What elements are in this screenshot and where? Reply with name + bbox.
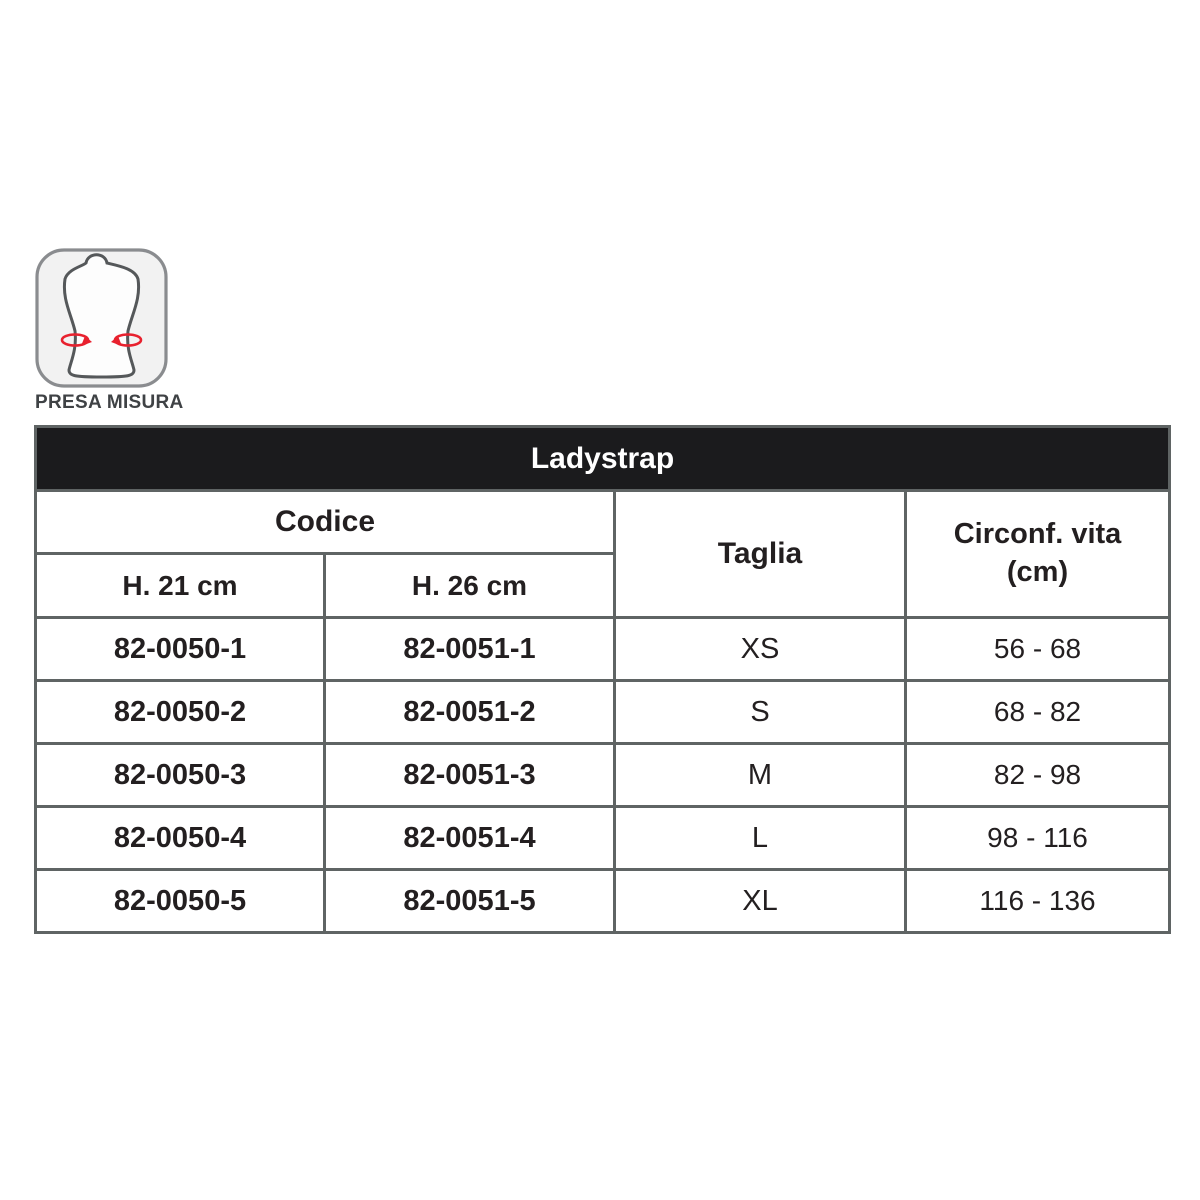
table-header-row-1 [36,491,1170,554]
torso-silhouette-shape [64,255,138,377]
circonf-line1: Circonf. vita [953,518,1122,551]
cell-code-h26: 82-0051-5 [325,870,615,933]
cell-waist-range: 56 - 68 [906,618,1170,681]
table-row [36,807,1170,870]
cell-code-h26: 82-0051-4 [325,807,615,870]
col-header-circonf [906,491,1170,618]
table-row [36,870,1170,933]
cell-code-h26: 82-0051-3 [325,744,615,807]
cell-size: M [615,744,906,807]
cell-size: XL [615,870,906,933]
col-header-h26: H. 26 cm [325,554,615,618]
table-row [36,681,1170,744]
cell-size: XS [615,618,906,681]
cell-waist-range: 68 - 82 [906,681,1170,744]
cell-code-h21: 82-0050-3 [36,744,325,807]
cell-waist-range: 82 - 98 [906,744,1170,807]
size-table [34,425,1171,934]
circonf-line2: (cm) [1006,556,1069,588]
table-title: Ladystrap [36,427,1170,491]
size-table-wrap [34,425,1168,934]
cell-waist-range: 98 - 116 [906,807,1170,870]
col-header-taglia: Taglia [615,491,906,618]
cell-code-h21: 82-0050-4 [36,807,325,870]
cell-code-h21: 82-0050-1 [36,618,325,681]
cell-size: L [615,807,906,870]
col-header-h21: H. 21 cm [36,554,325,618]
table-row [36,744,1170,807]
col-header-codice: Codice [36,491,615,554]
cell-waist-range: 116 - 136 [906,870,1170,933]
table-row [36,618,1170,681]
measure-figure [35,248,184,414]
cell-code-h26: 82-0051-2 [325,681,615,744]
cell-size: S [615,681,906,744]
measure-icon-label: PRESA MISURA [35,392,184,413]
waist-measurement-icon [35,248,169,388]
cell-code-h21: 82-0050-2 [36,681,325,744]
cell-code-h26: 82-0051-1 [325,618,615,681]
cell-code-h21: 82-0050-5 [36,870,325,933]
table-title-row [36,427,1170,491]
